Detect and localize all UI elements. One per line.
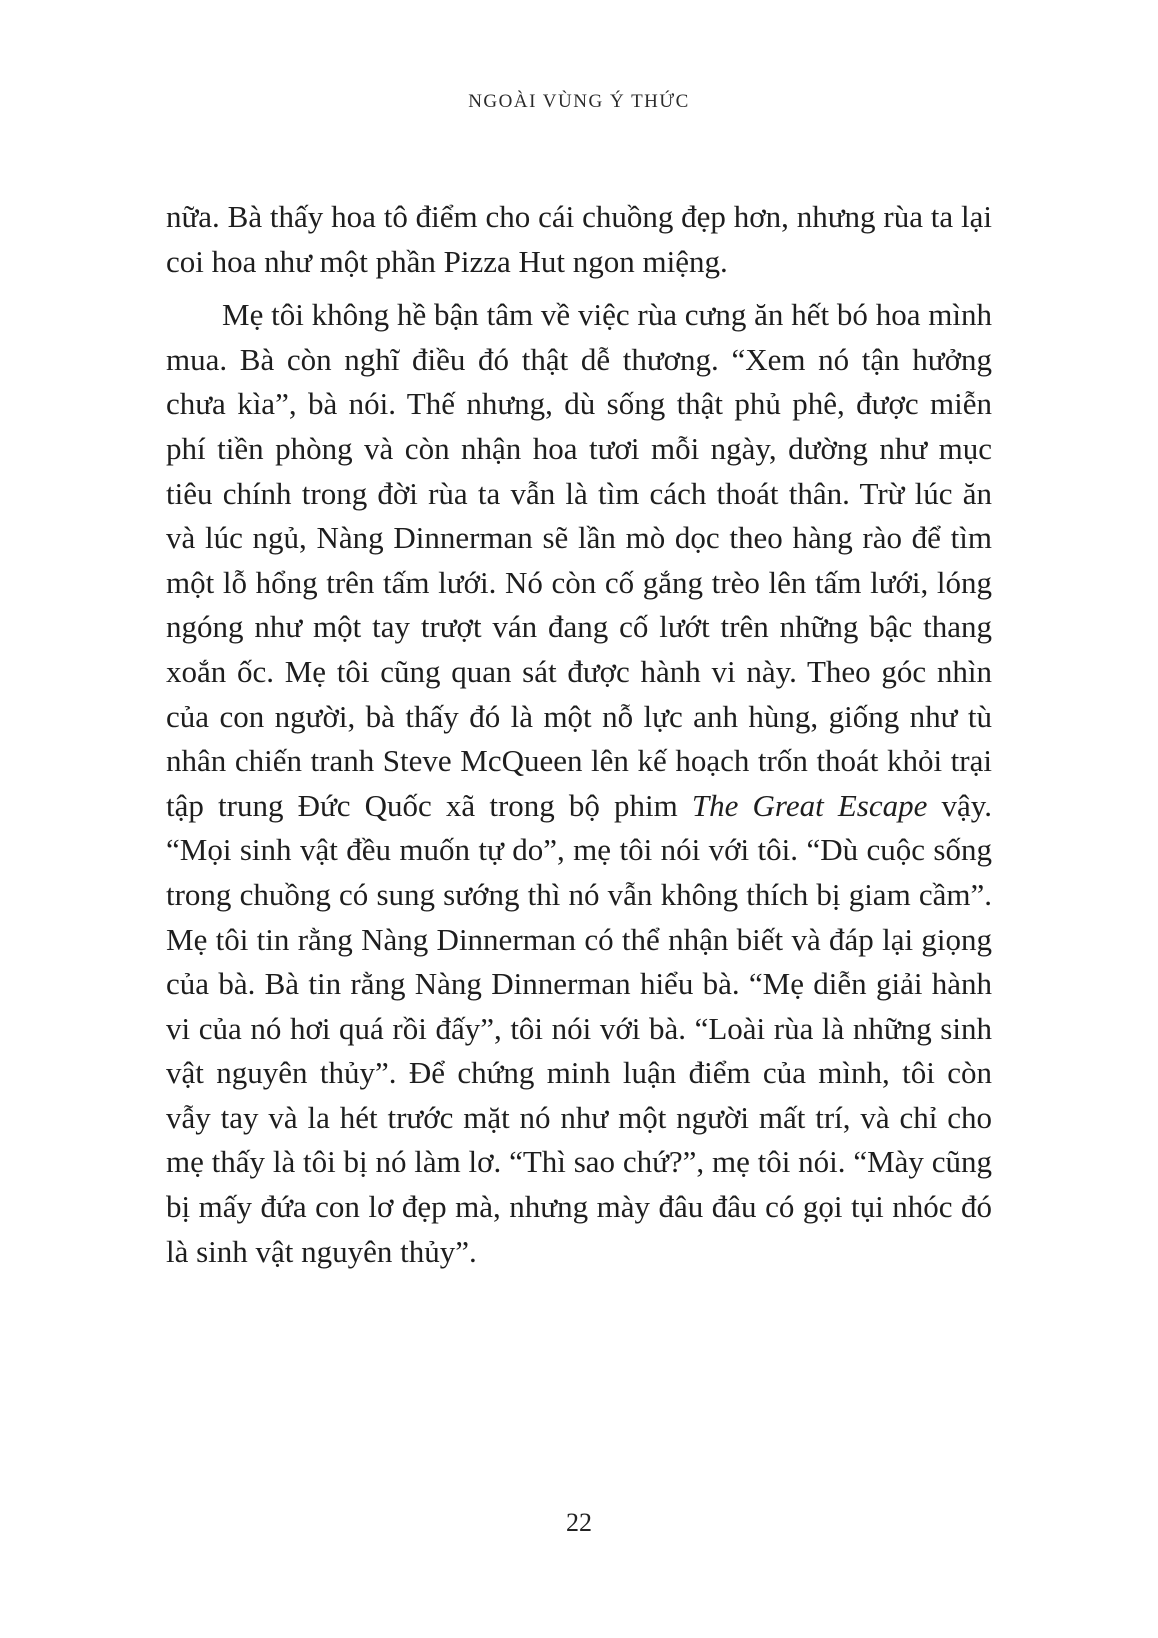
paragraph-main	[166, 293, 992, 1274]
paragraph-text-after-title: vậy. “Mọi sinh vật đều muốn tự do”, mẹ tôi nói với tôi. “Dù cuộc sống trong chuồng có sung sướng thì nó vẫn không thích bị giam cầm”. Mẹ tôi tin rằng Nàng Dinnerman có thể nhận biết và đáp lại giọng của bà. Bà tin rằng Nàng Dinnerman hiểu bà. “Mẹ diễn giải hành vi của nó hơi quá rồi đấy”, tôi nói với bà. “Loài rùa là những sinh vật nguyên thủy”. Để chứng minh luận điểm của mình, tôi còn vẫy tay và la hét trước mặt nó như một người mất trí, và chỉ cho mẹ thấy là tôi bị nó làm lơ. “Thì sao chứ?”, mẹ tôi nói. “Mày cũng bị mấy đứa con lơ đẹp mà, nhưng mày đâu đâu có gọi tụi nhóc đó là sinh vật nguyên thủy”.	[166, 787, 993, 1269]
paragraph-text-before-title: Mẹ tôi không hề bận tâm về việc rùa cưng ăn hết bó hoa mình mua. Bà còn nghĩ điều đó thật dễ thương. “Xem nó tận hưởng chưa kìa”, bà nói. Thế nhưng, dù sống thật phủ phê, được miễn phí tiền phòng và còn nhận hoa tươi mỗi ngày, dường như mục tiêu chính trong đời rùa ta vẫn là tìm cách thoát thân. Trừ lúc ăn và lúc ngủ, Nàng Dinnerman sẽ lần mò dọc theo hàng rào để tìm một lỗ hổng trên tấm lưới. Nó còn cố gắng trèo lên tấm lưới, lóng ngóng như một tay trượt ván đang cố lướt trên những bậc thang xoắn ốc. Mẹ tôi cũng quan sát được hành vi này. Theo góc nhìn của con người, bà thấy đó là một nỗ lực anh hùng, giống như tù nhân chiến tranh Steve McQueen lên kế hoạch trốn thoát khỏi trại tập trung Đức Quốc xã trong bộ phim	[166, 297, 992, 823]
body-text	[166, 195, 992, 1274]
page-number: 22	[566, 1508, 592, 1537]
paragraph-continuation: nữa. Bà thấy hoa tô điểm cho cái chuồng đẹp hơn, nhưng rùa ta lại coi hoa như một phần Pizza Hut ngon miệng.	[166, 199, 992, 279]
running-header-title: NGOÀI VÙNG Ý THỨC	[468, 91, 690, 112]
film-title: The Great Escape	[691, 787, 928, 823]
